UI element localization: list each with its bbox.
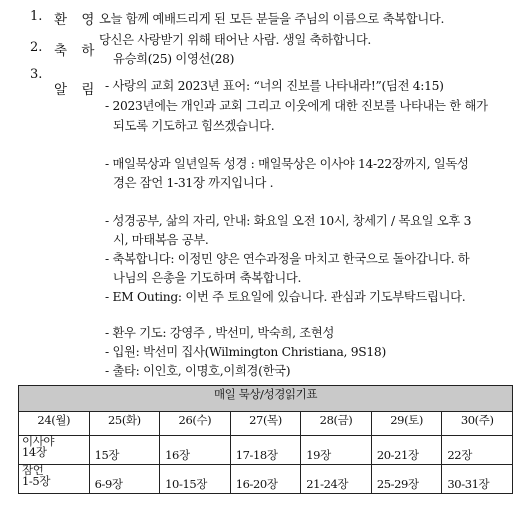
chapter-cell	[442, 436, 513, 465]
outing-line: - EM Outing: 이번 주 토요일에 있습니다. 관심과 기도부탁드립니다.	[105, 290, 466, 304]
chapter-value: 16장	[165, 448, 190, 462]
chapter-value: 20-21장	[376, 448, 419, 462]
section-number: 1.	[30, 9, 43, 24]
day-cell: 27(목)	[230, 412, 301, 436]
schedule-row-proverbs	[19, 465, 513, 494]
study-line: - 성경공부, 삶의 자리, 안내: 화요일 오전 10시, 창세기 / 목요일 오후 3	[105, 214, 472, 228]
chapter-cell	[230, 436, 301, 465]
welcome-text: 오늘 함께 예배드리게 된 모든 분들을 주님의 이름으로 축복합니다.	[99, 12, 445, 26]
blessing-line: - 축복합니다: 이정민 양은 연수과정을 마치고 한국으로 돌아갑니다. 하	[105, 252, 470, 266]
day-cell: 30(주)	[442, 412, 513, 436]
travel-line: - 출타: 이인호, 이명호,이희경(한국)	[105, 364, 291, 378]
chapter-value: 17-18장	[235, 448, 278, 462]
chapter-cell	[442, 465, 513, 494]
chapter-value: 22장	[447, 448, 472, 462]
section-heading-birthday: 축 하	[54, 43, 100, 59]
chapter-value: 14장	[22, 445, 47, 459]
reading-schedule-table	[18, 385, 513, 494]
chapter-value: 21-24장	[306, 477, 349, 491]
schedule-title: 매일 묵상/성경읽기표	[19, 386, 513, 412]
chapter-cell	[301, 465, 372, 494]
prayer-line: - 환우 기도: 강영주 , 박선미, 박숙희, 조현성	[105, 326, 335, 340]
chapter-value: 16-20장	[235, 477, 278, 491]
chapter-cell	[160, 436, 231, 465]
schedule-row-isaiah	[19, 436, 513, 465]
chapter-cell	[371, 436, 442, 465]
chapter-cell	[371, 465, 442, 494]
chapter-cell	[160, 465, 231, 494]
chapter-value: 19장	[306, 448, 331, 462]
chapter-cell	[19, 465, 90, 494]
motto-line: - 2023년에는 개인과 교회 그리고 이웃에게 대한 진보를 나타내는 한 해가	[105, 99, 488, 113]
book-name: 이사야	[22, 434, 55, 448]
meditation-line: - 매일묵상과 일년일독 성경 : 매일묵상은 이사야 14-22장까지, 일독성	[105, 157, 469, 171]
chapter-value: 10-15장	[165, 477, 207, 491]
study-line: 시, 마태복음 공부.	[113, 233, 209, 247]
chapter-value: 1-5장	[22, 474, 51, 488]
birthday-names: 유승희(25) 이영선(28)	[113, 52, 235, 66]
section-number: 2.	[30, 40, 43, 55]
blessing-line: 나님의 은총을 기도하며 축복합니다.	[113, 271, 302, 285]
chapter-value: 15장	[94, 448, 120, 462]
day-cell: 26(수)	[160, 412, 231, 436]
section-number: 3.	[30, 67, 43, 82]
chapter-cell	[89, 436, 160, 465]
motto-line: 되도록 기도하고 힘쓰겠습니다.	[113, 119, 275, 133]
chapter-cell	[89, 465, 160, 494]
day-cell: 29(토)	[371, 412, 442, 436]
book-name: 잠언	[22, 463, 44, 477]
day-cell: 25(화)	[89, 412, 160, 436]
section-heading-announcements: 알 림	[54, 82, 100, 98]
hospital-line: - 입원: 박선미 집사(Wilmington Christiana, 9S18)	[105, 345, 386, 359]
meditation-line: 경은 잠언 1-31장 까지입니다 .	[113, 176, 274, 190]
chapter-cell	[230, 465, 301, 494]
motto-line: - 사랑의 교회 2023년 표어: “너의 진보를 나타내라!”(딤전 4:15)	[105, 79, 444, 93]
chapter-cell	[301, 436, 372, 465]
chapter-value: 6-9장	[94, 477, 123, 491]
day-cell: 24(월)	[19, 412, 90, 436]
chapter-value: 25-29장	[376, 477, 419, 491]
birthday-text: 당신은 사랑받기 위해 태어난 사람. 생일 축하합니다.	[99, 33, 372, 47]
chapter-value: 30-31장	[447, 477, 490, 491]
day-cell: 28(금)	[301, 412, 372, 436]
schedule-days-row	[19, 412, 513, 436]
chapter-cell	[19, 436, 90, 465]
section-heading-welcome: 환 영	[54, 12, 100, 28]
